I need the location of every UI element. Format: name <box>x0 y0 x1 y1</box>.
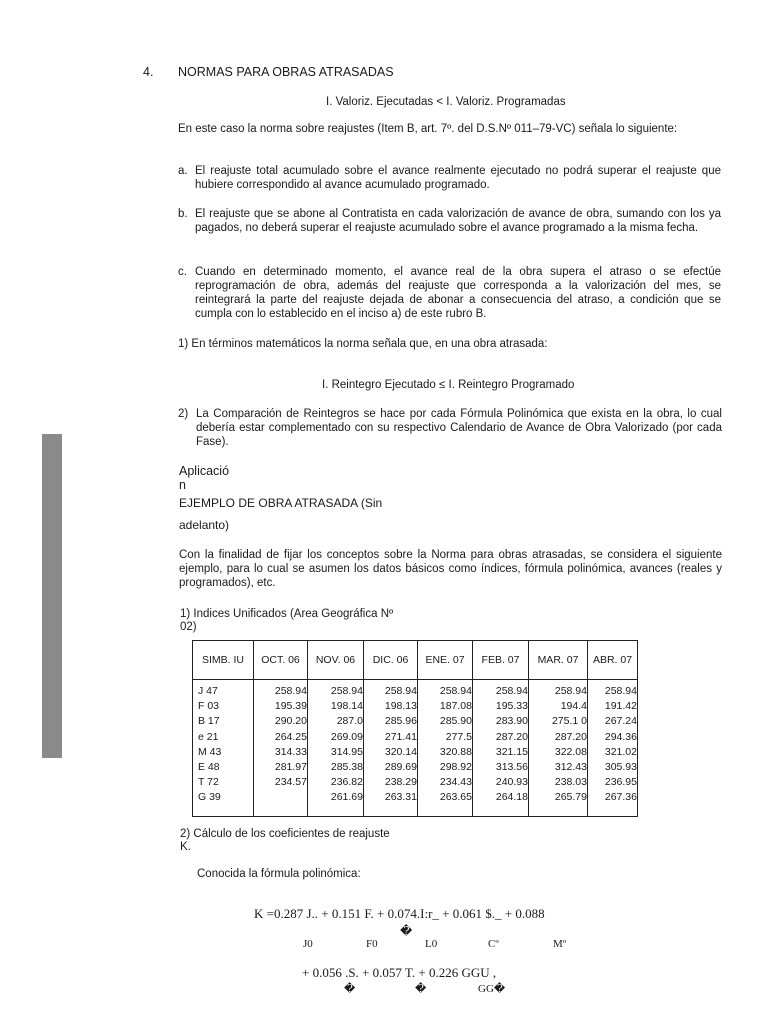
table-cell: 287.20 <box>554 730 587 743</box>
table-cell: 195.39 <box>274 700 307 713</box>
table-cell: 285.90 <box>439 715 472 728</box>
table-cell: 195.33 <box>495 700 528 713</box>
point-2-label: 2) <box>178 408 189 420</box>
formula-marker: � <box>415 983 427 995</box>
item-b-label: b. <box>178 208 188 220</box>
value-column <box>529 680 588 817</box>
table-cell: 314.95 <box>330 745 363 758</box>
conocida-text: Conocida la fórmula polinómica: <box>197 868 361 880</box>
calculo-heading-line1: 2) Cálculo de los coeficientes de reajuste <box>180 828 390 840</box>
table-cell: 258.94 <box>330 685 363 697</box>
item-a-label: a. <box>178 165 188 177</box>
table-cell: 285.38 <box>330 761 363 774</box>
table-header-cell: MAR. 07 <box>529 641 588 680</box>
formula-line-3: + 0.056 .S. + 0.057 T. + 0.226 GGU , <box>302 965 497 980</box>
table-cell: 234.43 <box>439 776 472 789</box>
table-cell: 312.43 <box>554 761 587 774</box>
table-cell: 238.03 <box>554 776 587 789</box>
table-cell: e 21 <box>198 730 219 743</box>
item-c-label: c. <box>178 266 187 278</box>
item-a-text: El reajuste total acumulado sobre el avance realmente ejecutado no podrá superar el reajuste que hubiere correspondido al avance acumulado programado. <box>195 165 721 191</box>
table-cell <box>254 790 307 805</box>
indices-heading-line2: 02) <box>180 621 197 633</box>
table-cell: 238.29 <box>384 776 417 789</box>
table-cell: 240.93 <box>495 776 528 789</box>
table-cell: 287.20 <box>495 730 528 743</box>
table-header-cell: OCT. 06 <box>254 641 308 680</box>
calculo-heading-line2: K. <box>180 841 191 853</box>
table-cell: 198.14 <box>330 700 363 713</box>
point-2-text: La Comparación de Reintegros se hace por cada Fórmula Polinómica que exista en la obra, lo cual debería estar complementado con su respectivo Calendario de Avance de Obra Valorizado (por cada Fase). <box>196 408 722 448</box>
table-cell: 234.57 <box>274 776 307 789</box>
table-header-cell: FEB. 07 <box>473 641 529 680</box>
table-cell: 264.18 <box>495 791 528 804</box>
formula-line-1: K =0.287 J.. + 0.151 F. + 0.074.I:r_ + 0.061 $._ + 0.088 <box>254 906 545 921</box>
table-cell: 321.02 <box>604 745 637 758</box>
table-cell: 281.97 <box>274 761 307 774</box>
table-cell: 267.24 <box>604 715 637 728</box>
value-column <box>364 680 418 817</box>
table-cell: 320.88 <box>439 745 472 758</box>
formula-denominator: Mº <box>553 938 567 950</box>
formula-denominator: GG� <box>478 983 506 995</box>
table-cell: 287.0 <box>336 715 363 728</box>
table-body-row <box>193 680 638 817</box>
table-cell: 236.95 <box>604 776 637 789</box>
table-cell: 187.08 <box>439 700 472 713</box>
table-header-cell: ENE. 07 <box>418 641 473 680</box>
table-cell: 258.94 <box>554 685 587 697</box>
formula-denominator: L0 <box>425 938 438 950</box>
section-number: 4. <box>143 65 154 79</box>
table-cell: 263.65 <box>439 791 472 804</box>
table-cell: 314.33 <box>274 745 307 758</box>
table-cell: 258.94 <box>604 685 637 697</box>
formula-marker: � <box>400 924 413 938</box>
formula-denominator: J0 <box>303 938 313 950</box>
finalidad-paragraph: Con la finalidad de fijar los conceptos sobre la Norma para obras atrasadas, se considera el siguiente ejemplo, para lo cual se asumen los datos básicos como índices, fórmula polinómica, avances (reales y programados), etc. <box>179 549 722 589</box>
table-cell: 285.96 <box>384 715 417 728</box>
value-column <box>418 680 473 817</box>
table-cell: 258.94 <box>495 685 528 697</box>
intro-paragraph: En este caso la norma sobre reajustes (Item B, art. 7º. del D.S.Nº 011–79-VC) señala lo siguiente: <box>178 123 678 135</box>
table-cell: 265.79 <box>554 791 587 804</box>
table-cell: 271.41 <box>384 730 417 743</box>
table-cell: 277.5 <box>445 730 472 743</box>
aplicacion-heading-line2: n <box>179 478 186 492</box>
value-column <box>588 680 638 817</box>
table-cell: 263.31 <box>384 791 417 804</box>
table-cell: 283.90 <box>495 715 528 728</box>
table-header-row <box>193 641 638 680</box>
ejemplo-heading-line2: adelanto) <box>179 518 230 532</box>
scanned-margin-strip <box>42 434 62 758</box>
indices-table <box>192 640 638 817</box>
reintegro-expression: I. Reintegro Ejecutado ≤ I. Reintegro Programado <box>322 379 575 391</box>
table-cell: 258.94 <box>384 685 417 697</box>
symbol-column <box>193 680 254 817</box>
table-cell: 289.69 <box>384 761 417 774</box>
table-cell: 298.92 <box>439 761 472 774</box>
table-cell: 275.1 0 <box>551 715 587 728</box>
table-header-cell: NOV. 06 <box>308 641 364 680</box>
aplicacion-heading-line1: Aplicació <box>179 464 230 478</box>
table-cell: T 72 <box>198 776 219 789</box>
math-terms-paragraph: 1) En términos matemáticos la norma señala que, en una obra atrasada: <box>178 338 548 350</box>
table-cell: 313.56 <box>495 761 528 774</box>
table-cell: 321.15 <box>495 745 528 758</box>
table-cell: E 48 <box>198 761 220 774</box>
table-cell: G 39 <box>198 791 221 804</box>
table-cell: 322.08 <box>554 745 587 758</box>
table-cell: 320.14 <box>384 745 417 758</box>
table-header-cell: ABR. 07 <box>588 641 638 680</box>
table-cell: 264.25 <box>274 730 307 743</box>
item-b-text: El reajuste que se abone al Contratista en cada valorización de avance de obra, sumando con los ya pagados, no deberá superar el reajuste acumulado sobre el avance programado a la misma fecha. <box>195 208 721 234</box>
table-cell: 305.93 <box>604 761 637 774</box>
table-cell: 194.4 <box>560 700 587 713</box>
table-header-cell: DIC. 06 <box>364 641 418 680</box>
value-column <box>254 680 308 817</box>
section-title: NORMAS PARA OBRAS ATRASADAS <box>178 65 394 79</box>
table-cell: 290.20 <box>274 715 307 728</box>
table-cell: 261.69 <box>330 791 363 804</box>
condition-expression: I. Valoriz. Ejecutadas < I. Valoriz. Programadas <box>326 96 566 108</box>
table-cell: 294.36 <box>604 730 637 743</box>
table-cell: 191.42 <box>604 700 637 713</box>
table-cell: F 03 <box>198 700 220 713</box>
value-column <box>473 680 529 817</box>
table-cell: 269.09 <box>330 730 363 743</box>
table-cell: M 43 <box>198 745 222 758</box>
ejemplo-heading-line1: EJEMPLO DE OBRA ATRASADA (Sin <box>179 496 383 510</box>
indices-heading-line1: 1) Indices Unificados (Area Geográfica Nº <box>180 608 394 620</box>
formula-marker: � <box>344 983 356 995</box>
table-cell: 258.94 <box>439 685 472 697</box>
table-cell: J 47 <box>198 685 218 697</box>
table-header-cell: SIMB. IU <box>193 641 254 680</box>
table-cell: B 17 <box>198 715 220 728</box>
table-cell: 198.13 <box>384 700 417 713</box>
table-cell: 258.94 <box>274 685 307 697</box>
formula-denominator: Cº <box>488 938 499 950</box>
value-column <box>308 680 364 817</box>
table-cell: 267.36 <box>604 791 637 804</box>
formula-denominator: F0 <box>366 938 378 950</box>
table-cell: 236.82 <box>330 776 363 789</box>
item-c-text: Cuando en determinado momento, el avance real de la obra supera el atraso o se efectúe reprogramación de obra, además del reajuste que corresponda a la valorización del mes, se reintegrará la parte del reajuste dejada de abonar a consecuencia del atraso, a condición que se cumpla con lo establecido en el inciso a) de este rubro B. <box>195 266 721 320</box>
